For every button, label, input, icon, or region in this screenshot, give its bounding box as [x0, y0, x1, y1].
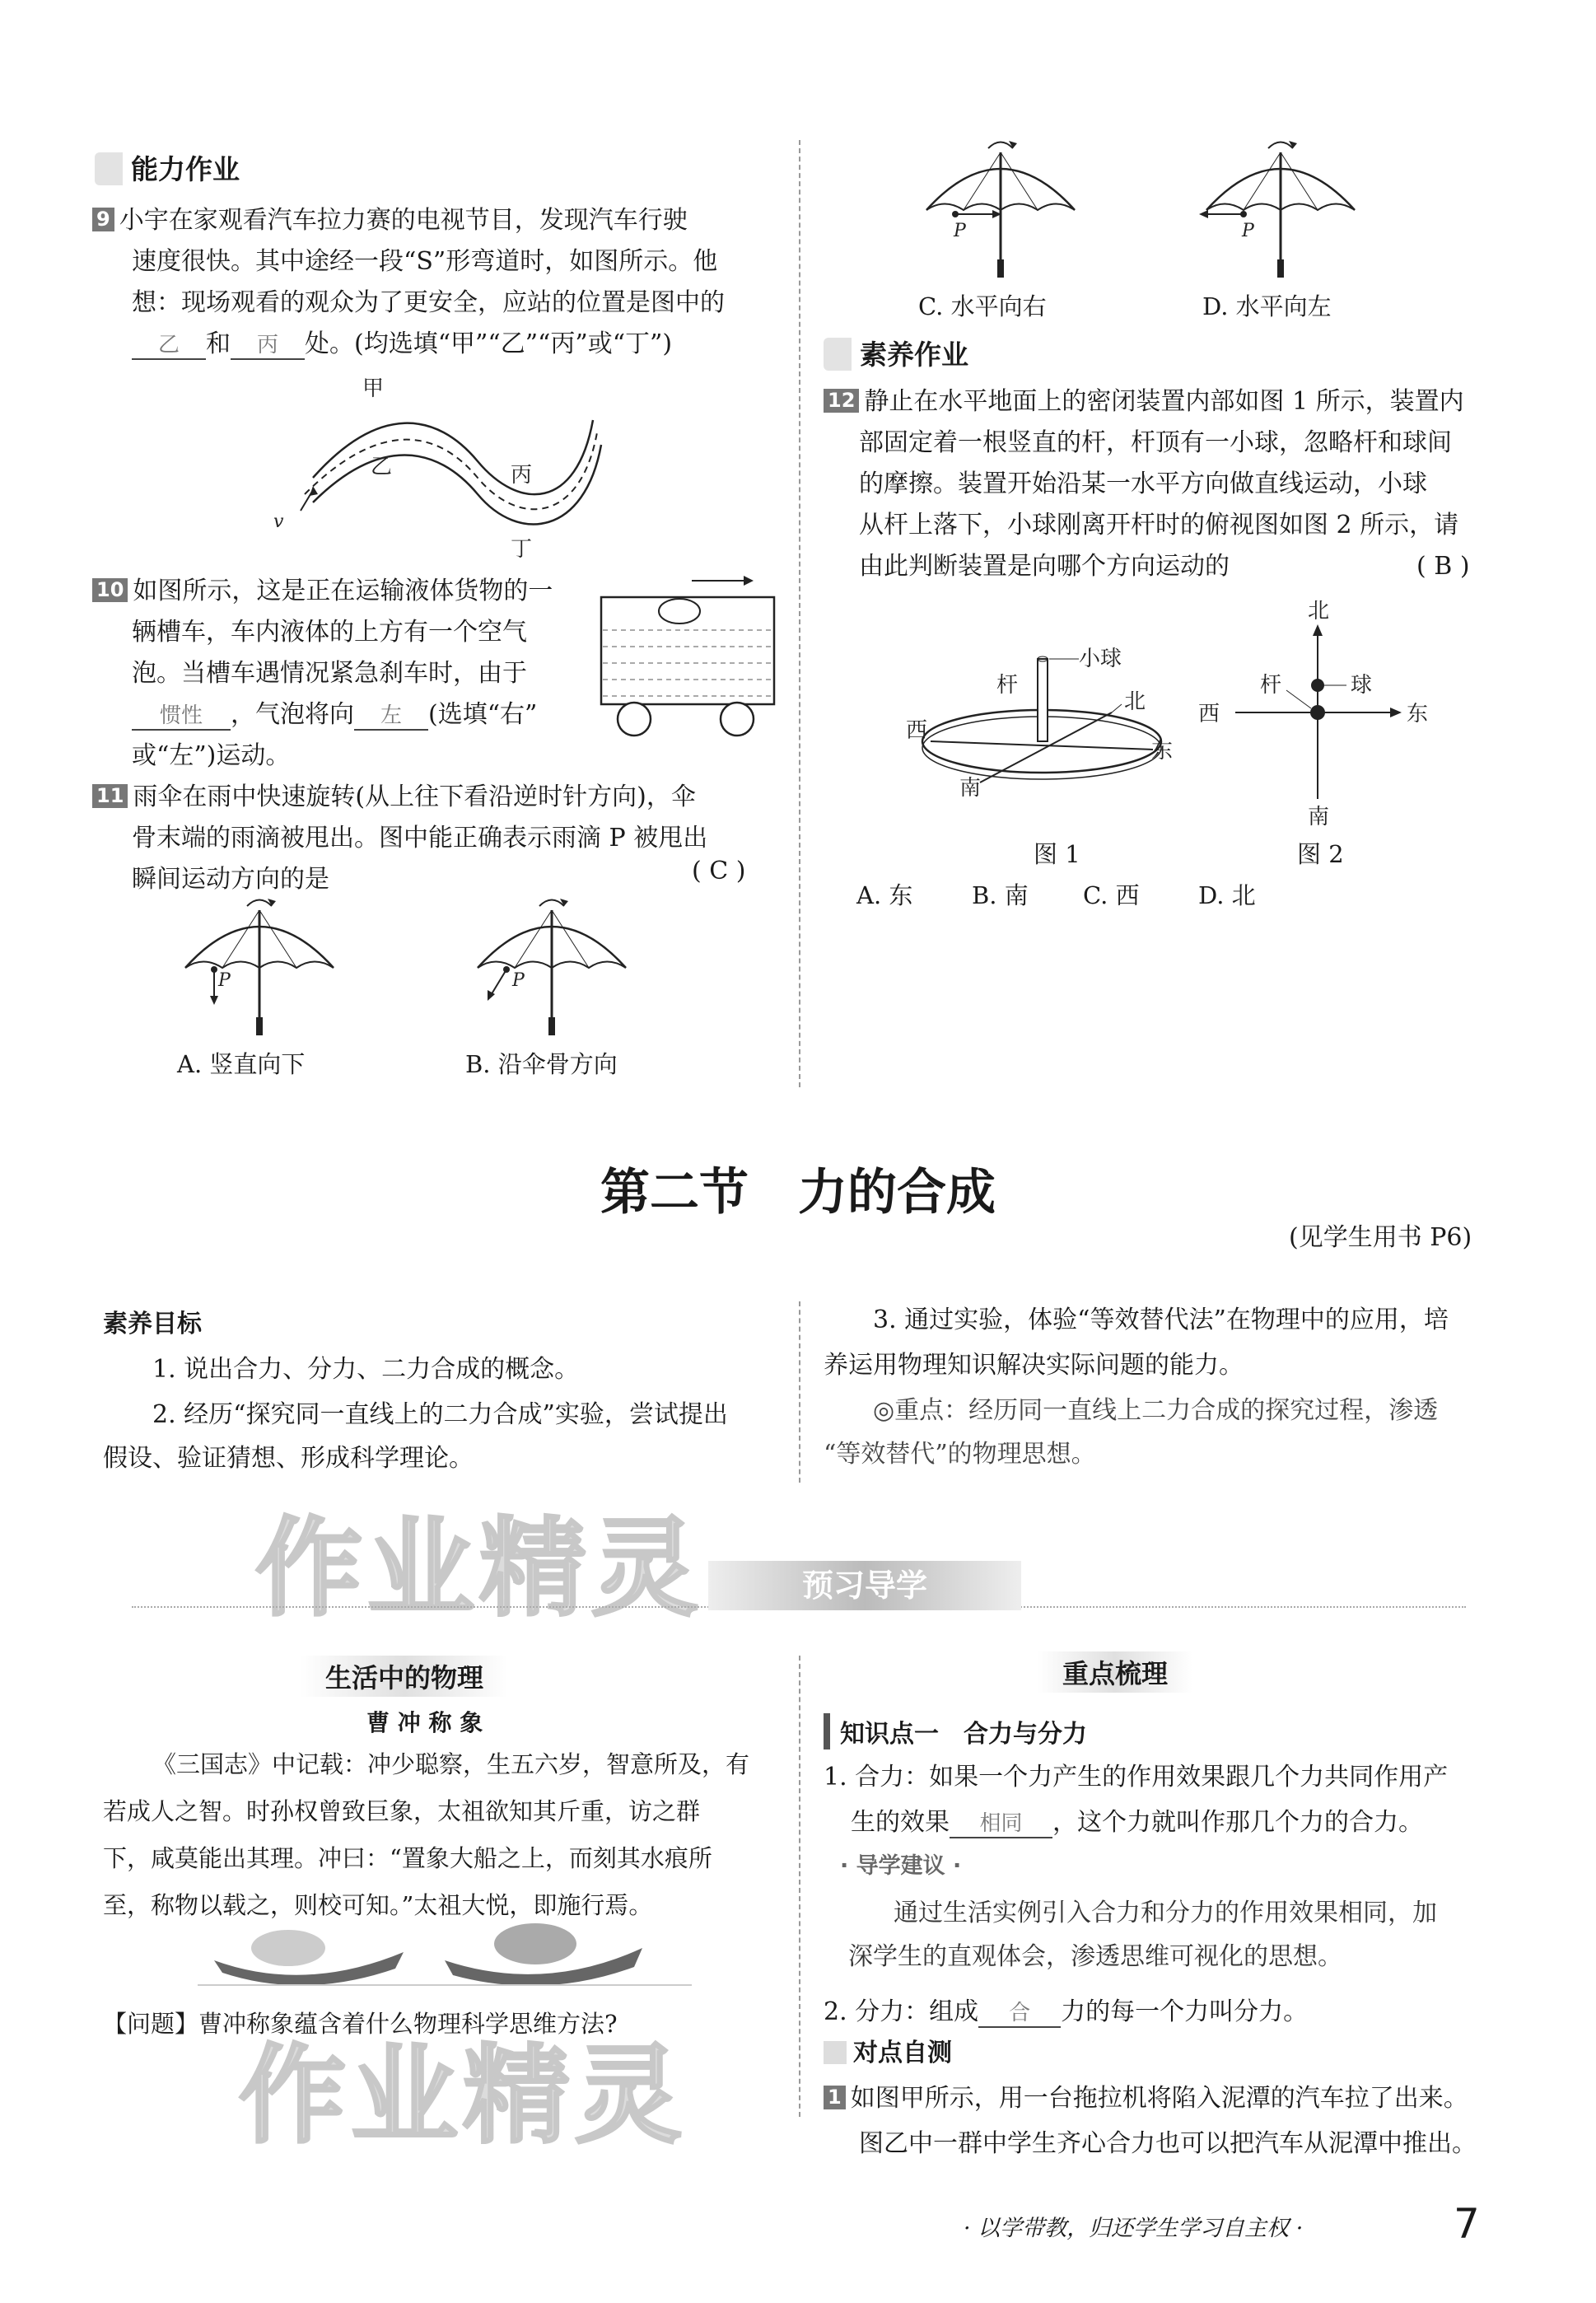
story-title: 曹 冲 称 象 — [366, 1709, 483, 1736]
watermark-top: 作业精灵 — [255, 1506, 704, 1631]
svg-text:球: 球 — [1351, 673, 1373, 698]
kp-item-1-answer: 相同 — [950, 1811, 1052, 1838]
key-point-cont: “等效替代”的物理思想。 — [824, 1440, 1096, 1469]
s-curve-figure — [264, 371, 609, 560]
q11-line-2: 骨末端的雨滴被甩出。图中能正确表示雨滴 P 被甩出 — [132, 824, 708, 853]
kp-item-1-line-2: 生的效果 相同 ，这个力就叫作那几个力的合力。 — [851, 1808, 1423, 1838]
svg-text:P: P — [954, 221, 966, 241]
q9-line-2: 速度很快。其中途经一段“S”形弯道时，如图所示。他 — [132, 247, 718, 276]
key-points-heading: 重点梳理 — [1038, 1651, 1192, 1693]
option-b: B. 沿伞骨方向 — [465, 1050, 618, 1078]
preview-banner: 预习导学 — [708, 1561, 1021, 1610]
life-physics-heading: 生活中的物理 — [301, 1656, 508, 1697]
story-line-1: 《三国志》中记载：冲少聪察，生五六岁，智意所及，有 — [152, 1750, 750, 1778]
self-test-icon — [824, 2041, 847, 2064]
guide-line-1: 通过生活实例引入合力和分力的作用效果相同，加 — [894, 1899, 1437, 1927]
svg-text:东: 东 — [1407, 702, 1429, 726]
q12-line-1: 12 静止在水平地面上的密闭装置内部如图 1 所示，装置内 — [824, 387, 1464, 417]
q10-answer-2: 左 — [354, 703, 428, 731]
option-c: C. 水平向右 — [918, 292, 1047, 320]
svg-text:西: 西 — [906, 718, 928, 743]
q10-answer-1: 惯性 — [132, 703, 231, 731]
goals-heading: 素养目标 — [103, 1310, 202, 1338]
goal-item-3-cont: 养运用物理知识解决实际问题的能力。 — [824, 1351, 1244, 1380]
story-line-3: 下，咸莫能出其理。冲曰：“置象大船之上，而刻其水痕所 — [103, 1844, 712, 1872]
chapter-title: 第二节 力的合成 — [600, 1164, 996, 1222]
goal-item-2-cont: 假设、验证猜想、形成科学理论。 — [103, 1444, 474, 1473]
label-ding: 丁 — [511, 537, 533, 560]
umbrella-c-figure — [914, 136, 1087, 284]
umbrella-b-figure — [469, 894, 634, 1042]
q9-answer-1: 乙 — [132, 333, 206, 360]
option-a: A. 竖直向下 — [177, 1050, 306, 1078]
footer-motto: · 以学带教，归还学生学习自主权 · — [964, 2216, 1304, 2241]
q9-line-1: 9 小宇在家观看汽车拉力赛的电视节目，发现汽车行驶 — [92, 206, 688, 236]
q1-line-2: 图乙中一群中学生齐心合力也可以把汽车从泥潭中推出。 — [859, 2129, 1477, 2158]
svg-text:杆: 杆 — [1260, 673, 1282, 698]
q12-line-2: 部固定着一根竖直的杆，杆顶有一小球，忽略杆和球间 — [859, 428, 1452, 457]
figure-2-topview — [1194, 593, 1441, 832]
story-line-4: 至，称物以载之，则校可知。”太祖大悦，即施行焉。 — [103, 1891, 653, 1919]
svg-text:东: 东 — [1151, 739, 1174, 764]
figure-2-caption: 图 2 — [1297, 840, 1344, 868]
svg-text:北: 北 — [1308, 599, 1330, 624]
q12-option-a: A. 东 — [856, 881, 913, 909]
svg-text:P: P — [512, 970, 525, 991]
q9-line-4: 乙 和 丙 处。(均选填“甲”“乙”“丙”或“丁”) — [132, 329, 672, 360]
column-divider-goals — [799, 1301, 800, 1483]
section-mark-icon — [95, 152, 123, 185]
q9-answer-2: 丙 — [231, 333, 305, 360]
option-d: D. 水平向左 — [1202, 292, 1332, 320]
q12-option-c: C. 西 — [1083, 881, 1140, 909]
tanker-figure — [593, 568, 782, 741]
q10-line-1: 10 如图所示，这是正在运输液体货物的一 — [92, 577, 553, 606]
q9-line-3: 想：现场观看的观众为了更安全，应站的位置是图中的 — [132, 288, 725, 317]
label-yi: 乙 — [371, 455, 393, 479]
key-point-text: ◎重点：经历同一直线上二力合成的探究过程，渗透 — [873, 1396, 1439, 1425]
q10-line-4: 惯性 ，气泡将向 左 (选填“右” — [132, 700, 537, 731]
goal-item-3: 3. 通过实验，体验“等效替代法”在物理中的应用，培 — [873, 1306, 1449, 1334]
q12-option-d: D. 北 — [1198, 881, 1256, 909]
story-line-2: 若成人之智。时孙权曾致巨象，太祖欲知其斤重，访之群 — [103, 1797, 701, 1825]
q11-line-3: 瞬间运动方向的是 — [132, 865, 329, 894]
q10-line-5: 或“左”)运动。 — [132, 741, 291, 770]
q12-option-b: B. 南 — [972, 881, 1029, 909]
umbrella-d-figure — [1194, 136, 1367, 284]
umbrella-a-figure — [177, 894, 342, 1042]
q12-line-5: 由此判断装置是向哪个方向运动的 — [859, 552, 1230, 581]
svg-text:P: P — [218, 970, 231, 991]
figure-1-caption: 图 1 — [1034, 840, 1080, 868]
svg-text:杆: 杆 — [996, 673, 1019, 698]
svg-text:北: 北 — [1124, 689, 1146, 714]
goal-item-2: 2. 经历“探究同一直线上的二力合成”实验，尝试提出 — [152, 1400, 728, 1429]
section-title-literacy: 素养作业 — [824, 334, 968, 372]
svg-text:南: 南 — [959, 776, 982, 801]
watermark-bottom: 作业精灵 — [239, 2033, 688, 2158]
kp-item-2: 2. 分力：组成 合 力的每一个力叫分力。 — [824, 1997, 1308, 2028]
q9-number: 9 — [92, 208, 114, 231]
q10-line-2: 辆槽车，车内液体的上方有一个空气 — [132, 618, 527, 647]
guide-line-2: 深学生的直观体会，渗透思维可视化的思想。 — [848, 1942, 1342, 1971]
knowledge-point-1-title: 知识点一 合力与分力 — [824, 1713, 1087, 1749]
svg-text:西: 西 — [1198, 702, 1220, 726]
figure-1-device — [906, 626, 1178, 807]
section-mark-icon — [824, 338, 852, 371]
q10-line-3: 泡。当槽车遇情况紧急刹车时，由于 — [132, 659, 527, 688]
label-v: v — [273, 512, 284, 532]
label-jia: 甲 — [362, 376, 385, 401]
q12-line-3: 的摩擦。装置开始沿某一水平方向做直线运动，小球 — [859, 469, 1427, 498]
guide-label: · 导学建议 · — [840, 1853, 962, 1879]
svg-text:P: P — [1242, 221, 1254, 241]
section-title-ability: 能力作业 — [95, 148, 240, 187]
column-divider-top — [799, 140, 800, 1087]
q12-answer: ( B ) — [1416, 552, 1470, 581]
q1-line-1: 1 如图甲所示，用一台拖拉机将陷入泥潭的汽车拉了出来。 — [824, 2084, 1468, 2114]
q11-line-1: 11 雨伞在雨中快速旋转(从上往下看沿逆时针方向)，伞 — [92, 782, 696, 812]
page-number: 7 — [1454, 2200, 1480, 2248]
column-divider-bottom — [799, 1656, 800, 2117]
label-bing: 丙 — [511, 463, 533, 488]
svg-text:小球: 小球 — [1079, 647, 1122, 671]
svg-text:南: 南 — [1308, 805, 1330, 829]
story-question: 【问题】曹冲称象蕴含着什么物理科学思维方法? — [103, 2010, 618, 2038]
goal-item-1: 1. 说出合力、分力、二力合成的概念。 — [152, 1355, 580, 1384]
chapter-reference: (见学生用书 P6) — [1289, 1223, 1472, 1252]
elephant-boat-illustration — [198, 1903, 692, 2002]
q11-answer: ( C ) — [692, 857, 746, 885]
self-test-heading: 对点自测 — [824, 2039, 952, 2068]
q12-line-4: 从杆上落下，小球刚离开杆时的俯视图如图 2 所示，请 — [859, 511, 1459, 540]
kp-item-2-answer: 合 — [978, 2001, 1061, 2028]
kp-item-1-line-1: 1. 合力：如果一个力产生的作用效果跟几个力共同作用产 — [824, 1763, 1449, 1791]
